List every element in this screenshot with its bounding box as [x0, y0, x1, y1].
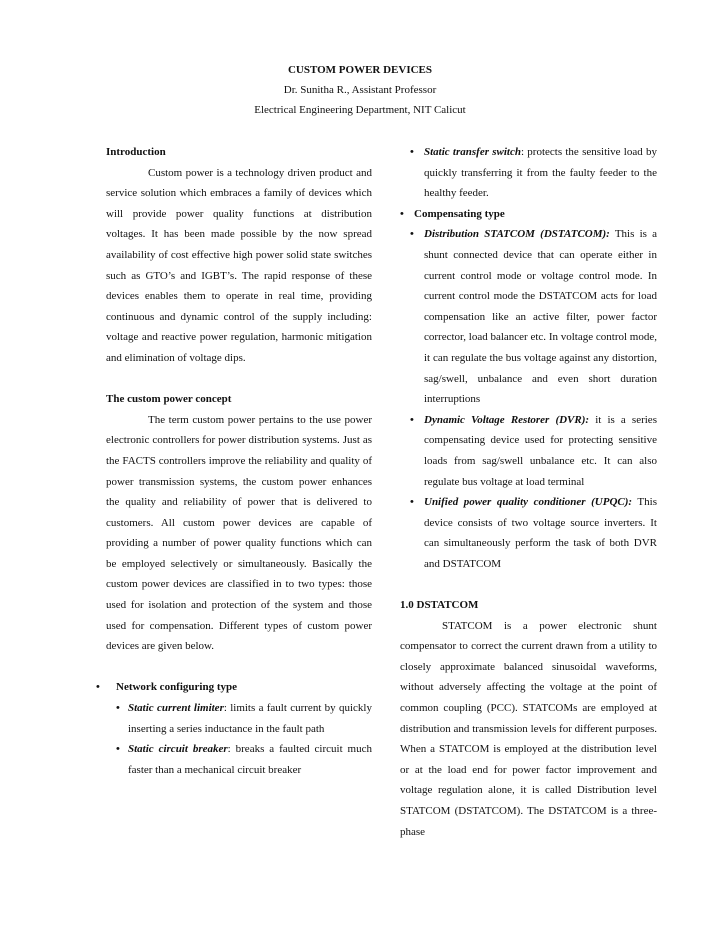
bullet-icon: •: [410, 496, 414, 509]
breaker-text: : breaks a faulted circuit much faster than a mechanical circuit breaker: [128, 743, 372, 776]
limiter-term: Static current limiter: [128, 702, 224, 715]
bullet-icon: •: [410, 146, 414, 158]
concept-heading: The custom power concept: [106, 393, 232, 406]
bullet-icon: •: [410, 413, 414, 426]
bullet-icon: •: [96, 681, 100, 694]
dvr-text: it is a series compensating device used for protecting sensitive loads from sag/swell unbalance etc. It can also regulate bus voltage at load terminal: [424, 413, 657, 488]
dstatcom-text: This is a shunt connected device that can operate either in current control mode or voltage control mode. In current control mode the DSTATCOM acts for load compensation like an active filter, power factor corrector, load balancer etc. In voltage control mode, it can regulate the bus voltage against any distortion, sag/swell, unbalance and even short duration interruptions: [424, 228, 658, 406]
dstatcom-paragraph: STATCOM is a power electronic shunt compensator to correct the current drawn from a utility to closely approximate balanced sinusoidal waveforms, without adversely affecting the voltage at the point of common coupling (PCC). STATCOMs are employed at distribution and transmission levels for different purposes. When a STATCOM is employed at the distribution level or at the load end for power factor improvement and voltage regulation alone, it is called Distribution level STATCOM (DSTATCOM). The DSTATCOM is a three-phase: [400, 619, 657, 838]
right-column: [400, 142, 657, 842]
left-column: [96, 142, 372, 780]
upqc-term: Unified power quality conditioner (UPQC):: [424, 496, 633, 509]
intro-heading: Introduction: [106, 146, 166, 158]
network-type-label: Network configuring type: [116, 681, 237, 694]
list-item: [106, 739, 372, 780]
bullet-icon: •: [410, 228, 414, 241]
breaker-term: Static circuit breaker: [128, 743, 228, 756]
list-item: [106, 698, 372, 739]
upqc-text: This device consists of two voltage source inverters. It can simultaneously perform the task of both DVR and DSTATCOM: [424, 496, 657, 570]
bullet-icon: •: [116, 743, 120, 756]
list-item: [400, 204, 657, 225]
compensating-type-label: Compensating type: [414, 207, 505, 220]
sts-text: : protects the sensitive load by quickly transferring it from the faulty feeder to the healthy feeder.: [424, 146, 658, 200]
department-line: Electrical Engineering Department, NIT Calicut: [254, 104, 466, 116]
limiter-text: : limits a fault current by quickly inserting a series inductance in the fault path: [128, 702, 372, 735]
list-item: [400, 224, 657, 409]
list-item: [400, 492, 657, 574]
bullet-icon: •: [400, 207, 404, 220]
dvr-term: Dynamic Voltage Restorer (DVR):: [424, 413, 590, 426]
list-item: [400, 410, 657, 492]
author-line: Dr. Sunitha R., Assistant Professor: [283, 84, 437, 96]
intro-paragraph: Custom power is a technology driven product and service solution which embraces a family of devices which will provide power quality functions at distribution voltages. It has been made possible by the now spread availability of cost effective high power solid state switches such as GTO’s and IGBT’s. The rapid response of these devices enables them to operate in real time, providing continuous and dynamic control of the supply including: voltage and reactive power regulation, harmonic mitigation and elimination of voltage dips.: [106, 166, 372, 364]
dstatcom-term: Distribution STATCOM (DSTATCOM):: [424, 228, 610, 241]
list-item: [96, 677, 372, 698]
page-title: CUSTOM POWER DEVICES: [287, 64, 433, 76]
bullet-icon: •: [116, 702, 120, 715]
section-heading: 1.0 DSTATCOM: [400, 599, 479, 612]
concept-paragraph: The term custom power pertains to the use power electronic controllers for power distribution systems. Just as the FACTS controllers improve the reliability and quality of power transmission systems, the custom power enhances the quality and reliability of power that is delivered to customers. All custom power devices are capable of providing a number of power quality functions which can be employed selectively or simultaneously. Basically the custom power devices are classified in to two types: those used for isolation and protection of the system and those used for compensation. Different types of custom power devices are given below.: [106, 413, 372, 653]
device-list: [96, 677, 372, 780]
sts-term: Static transfer switch: [424, 146, 521, 158]
list-item: [400, 142, 657, 204]
device-list-continued: [400, 142, 657, 574]
